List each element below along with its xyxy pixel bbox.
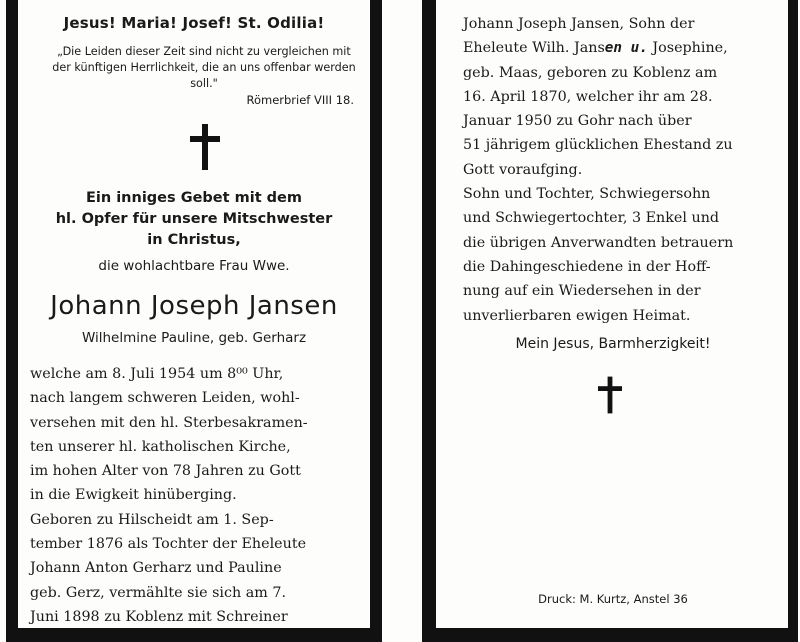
body-line: Juni 1898 zu Koblenz mit Schreiner [30,608,288,625]
cross-icon [190,124,220,170]
body-line: Januar 1950 zu Gohr nach über [463,113,692,130]
body-line: 16. April 1870, welcher ihr am 28. [463,88,713,105]
closing-prayer: Mein Jesus, Barmherzigkeit! [515,336,711,352]
body-line: versehen mit den hl. Sterbesakramen- [30,414,308,431]
body-line: nach langem schweren Leiden, wohl- [30,390,300,407]
cross-icon [598,377,622,414]
left-inner-border [370,0,382,642]
body-line: geb. Gerz, vermählte sie sich am 7. [30,584,287,601]
deceased-subname: Wilhelmine Pauline, geb. Gerharz [81,330,307,346]
body-line: unverlierbaren ewigen Heimat. [463,307,691,324]
body-line: geb. Maas, geboren zu Koblenz am [463,64,718,81]
printer-credit: Druck: M. Kurtz, Anstel 36 [538,592,688,606]
body-line-part: Josephine, [647,40,728,57]
scripture-reference: Römerbrief VIII 18. [246,93,354,107]
body-line: Sohn und Tochter, Schwiegersohn [463,186,711,203]
prayer-line: hl. Opfer für unsere Mitschwester [55,211,333,227]
prayer-text [20,188,368,251]
deceased-name: Johann Joseph Jansen [50,291,338,321]
body-line: tember 1876 als Tochter der Eheleute [30,536,307,553]
body-line: Gott voraufging. [463,161,583,178]
body-line: im hohen Alter von 78 Jahren zu Gott [30,463,301,480]
body-line: Johann Anton Gerharz und Pauline [30,560,282,577]
body-line: nung auf ein Wiedersehen in der [463,283,701,300]
body-line: die übrigen Anverwandten betrauern [463,234,734,251]
card-header: Jesus! Maria! Josef! St. Odilia! [63,14,325,32]
right-card [439,0,787,642]
body-line: ten unserer hl. katholischen Kirche, [30,438,291,455]
body-line: und Schwiegertochter, 3 Enkel und [463,210,720,227]
obituary-body [30,362,360,629]
obituary-continuation [463,12,767,328]
body-line [463,36,767,60]
right-outer-border [788,0,798,642]
right-inner-border [422,0,436,642]
prayer-line: Ein inniges Gebet mit dem [85,190,303,206]
body-line: die Dahingeschiedene in der Hoff- [463,258,711,275]
left-card [20,0,368,642]
prayer-line: in Christus, [147,232,241,248]
body-line: Geboren zu Hilscheidt am 1. Sep- [30,511,274,528]
body-line: 51 jährigem glücklichen Ehestand zu [463,137,733,154]
body-line: in die Ewigkeit hinüberging. [30,487,237,504]
handwritten-annotation: en u. [604,40,648,57]
scripture-quote: „Die Leiden dieser Zeit sind nicht zu vergleichen mit der künftigen Herrlichkeit, die an uns offenbar werden soll." [52,45,356,90]
body-line: welche am 8. Juli 1954 um 8⁰⁰ Uhr, [30,366,284,382]
left-outer-border [6,0,18,642]
body-line-part: Eheleute Wilh. Jans [463,40,605,57]
body-line: Johann Joseph Jansen, Sohn der [463,16,695,32]
prayer-subtitle: die wohlachtbare Frau Wwe. [98,258,290,274]
